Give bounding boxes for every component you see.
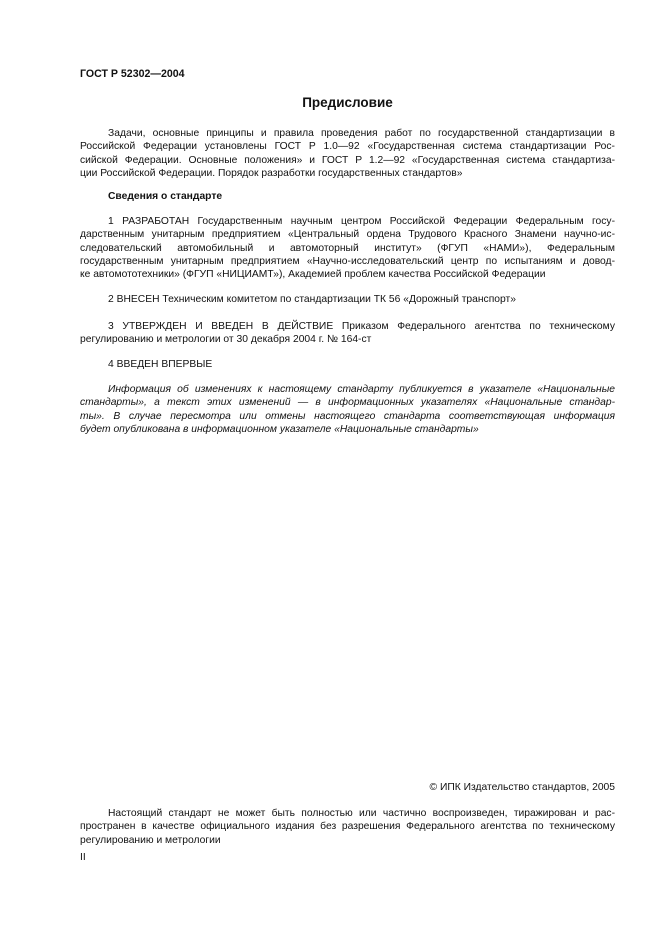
notice-line: будет опубликована в информационном указателе «Национальные стандарты» — [80, 423, 479, 435]
item-1-line: государственным унитарным предприятием «Научно-исследовательский центр по испытаниям и довод- — [80, 255, 615, 267]
disclaimer-line: Настоящий стандарт не может быть полностью или частично воспроизведен, тиражирован и рас- — [108, 808, 615, 819]
disclaimer-paragraph — [80, 807, 615, 847]
disclaimer-line: регулированию и метрологии — [80, 834, 221, 846]
notice-line: Информация об изменениях к настоящему стандарту публикуется в указателе «Национальные — [108, 384, 615, 395]
intro-line: ции Российской Федерации. Порядок разработки государственных стандартов» — [80, 167, 463, 179]
item-1-line: 1 РАЗРАБОТАН Государственным научным центром Российской Федерации Федеральным госу- — [108, 216, 615, 227]
item-3-line: регулированию и метрологии от 30 декабря 2004 г. № 164-ст — [80, 334, 372, 346]
item-3-paragraph — [80, 320, 615, 347]
section-heading: Сведения о стандарте — [108, 191, 223, 202]
item-3-line: 3 УТВЕРЖДЕН И ВВЕДЕН В ДЕЙСТВИЕ Приказом Федерального агентства по техническому — [108, 321, 615, 332]
notice-line: стандарты», а текст этих изменений — в информационных указателях «Национальные стандар- — [80, 397, 615, 409]
notice-paragraph — [80, 383, 615, 436]
item-1-line: ке автомототехники» (ФГУП «НИЦИАМТ»), Академией проблем качества Российской Федерации — [80, 269, 546, 281]
page-number: II — [80, 852, 86, 863]
page-title: Предисловие — [302, 95, 393, 110]
item-1-line: следовательский автомобильный и автомоторный институт» (ФГУП «НАМИ»), Федеральным — [80, 242, 615, 254]
item-4-paragraph: 4 ВВЕДЕН ВПЕРВЫЕ — [108, 359, 213, 370]
disclaimer-line: пространен в качестве официального издания без разрешения Федерального агентства по техническому — [80, 821, 615, 833]
item-2-paragraph: 2 ВНЕСЕН Техническим комитетом по стандартизации ТК 56 «Дорожный транспорт» — [108, 294, 516, 305]
notice-line: ты». В случае пересмотра или отмены настоящего стандарта соответствующая информация — [80, 410, 615, 422]
intro-line: сийской Федерации. Основные положения» и ГОСТ Р 1.2—92 «Государственная система стандартиза- — [80, 154, 615, 166]
copyright-notice: © ИПК Издательство стандартов, 2005 — [429, 782, 615, 793]
intro-line: Задачи, основные принципы и правила проведения работ по государственной стандартизации в — [108, 128, 615, 139]
intro-line: Российской Федерации установлены ГОСТ Р 1.0—92 «Государственная система стандартизации Рос- — [80, 141, 615, 153]
intro-paragraph — [80, 127, 615, 180]
item-1-paragraph — [80, 215, 615, 281]
document-code: ГОСТ Р 52302—2004 — [80, 68, 185, 80]
item-1-line: дарственным унитарным предприятием «Центральный ордена Трудового Красного Знамени научно-ис- — [80, 229, 615, 241]
